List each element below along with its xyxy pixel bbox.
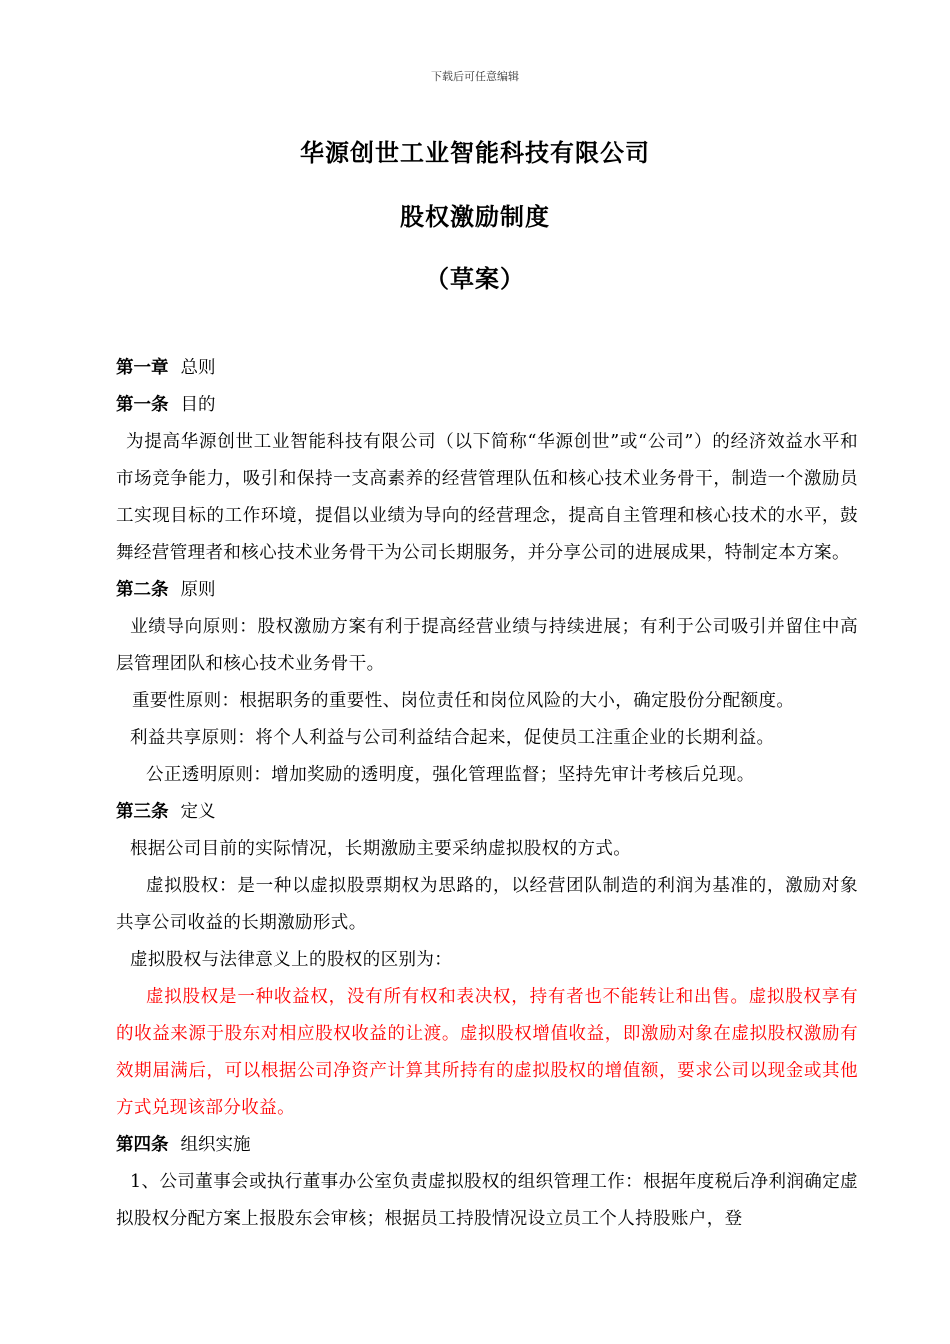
article-paragraph: 重要性原则：根据职务的重要性、岗位责任和岗位风险的大小，确定股份分配额度。 [132, 691, 795, 711]
highlighted-paragraph: 虚拟股权是一种收益权，没有所有权和表决权，持有者也不能转让和出售。虚拟股权享有的收益来源于股东对相应股权收益的让渡。虚拟股权增值收益，即激励对象在虚拟股权激励有效期届满后，可以根据公司净资产计算其所持有的虚拟股权的增值额，要求公司以现金或其他方式兑现该部分收益。 [116, 987, 858, 1118]
article-heading [116, 794, 858, 831]
article-label: 第一条 [116, 395, 169, 415]
article-paragraph: 公正透明原则：增加奖励的透明度，强化管理监督；坚持先审计考核后兑现。 [146, 765, 755, 785]
article-heading [116, 572, 858, 609]
article-label: 第二条 [116, 580, 169, 600]
article-paragraph: 为提高华源创世工业智能科技有限公司（以下简称“华源创世”或“公司”）的经济效益水平和市场竞争能力，吸引和保持一支高素养的经营管理队伍和核心技术业务骨干，制造一个激励员工实现目标的工作环境，提倡以业绩为导向的经营理念，提高自主管理和核心技术的水平，鼓舞经营管理者和核心技术业务骨干为公司长期服务，并分享公司的进展成果，特制定本方案。 [116, 432, 858, 563]
chapter-label: 第一章 [116, 358, 169, 378]
company-title: 华源创世工业智能科技有限公司 [300, 139, 650, 167]
article-title: 原则 [180, 580, 216, 600]
chapter-title: 总则 [180, 358, 216, 378]
article-heading [116, 1127, 858, 1164]
article-label: 第四条 [116, 1135, 169, 1155]
article-label: 第三条 [116, 802, 169, 822]
document-title: 股权激励制度 [400, 203, 550, 231]
chapter-heading [116, 350, 858, 387]
article-paragraph: 虚拟股权：是一种以虚拟股票期权为思路的，以经营团队制造的利润为基准的，激励对象共享公司收益的长期激励形式。 [116, 876, 858, 933]
article-paragraph: 根据公司目前的实际情况，长期激励主要采纳虚拟股权的方式。 [130, 839, 632, 859]
article-title: 目的 [180, 395, 216, 415]
article-paragraph: 业绩导向原则：股权激励方案有利于提高经营业绩与持续进展；有利于公司吸引并留住中高层管理团队和核心技术业务骨干。 [116, 617, 858, 674]
article-title: 定义 [180, 802, 216, 822]
draft-label: （草案） [425, 265, 525, 293]
article-title: 组织实施 [180, 1135, 251, 1155]
document-body [116, 350, 858, 1238]
article-paragraph: 利益共享原则：将个人利益与公司利益结合起来，促使员工注重企业的长期利益。 [130, 728, 775, 748]
article-heading [116, 387, 858, 424]
article-paragraph: 1、公司董事会或执行董事办公室负责虚拟股权的组织管理工作：根据年度税后净利润确定虚拟股权分配方案上报股东会审核；根据员工持股情况设立员工个人持股账户，登 [116, 1172, 858, 1229]
article-paragraph: 虚拟股权与法律意义上的股权的区别为： [130, 950, 453, 970]
header-note: 下载后可任意编辑 [431, 70, 519, 83]
